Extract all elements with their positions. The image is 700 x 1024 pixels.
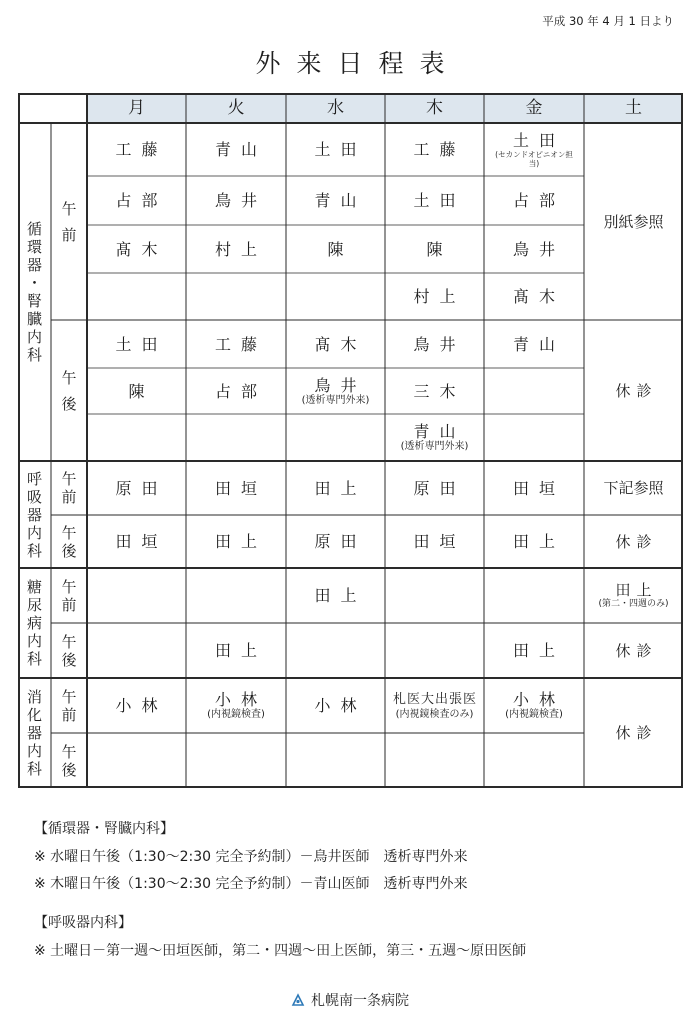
period-label-gastro-pm: 午 後 (61, 742, 77, 779)
doctor-name: 原田 (314, 532, 367, 551)
cardio-pm-r2-tue (186, 368, 286, 414)
doctor-name: 田垣 (214, 478, 267, 498)
resp-pm-thu (385, 515, 484, 568)
doctor-name: 土田 (314, 140, 367, 159)
cardio-am-r3-thu (385, 225, 484, 273)
endoscopy-note: (内視鏡検査) (505, 709, 563, 720)
doctor-name: 村上 (413, 287, 466, 306)
day-header-fri: 金 (525, 98, 543, 118)
resp-am-thu (385, 461, 484, 515)
diab-pm-fri (484, 623, 584, 678)
period-label-gastro-am: 午 前 (61, 687, 77, 724)
diab-pm-sat (584, 623, 683, 678)
resp-notes-heading: 【呼吸器内科】 (34, 915, 132, 931)
doctor-name: 髙木 (115, 239, 168, 259)
cardio-am-r4-thu (385, 273, 484, 320)
cardio-note-line: ※ 水曜日午後（1:30〜2:30 完全予約制）－鳥井医師 透析専門外来 (34, 849, 468, 865)
second-opinion-note: (セカンドオピニオン担当) (495, 150, 573, 168)
cardio-am-r2-mon (87, 176, 186, 225)
cardio-am-r3-mon (87, 225, 186, 273)
dept-label-diab: 糖 尿 病 内 科 (26, 578, 42, 668)
cardio-am-r1-tue (186, 123, 286, 176)
day-header-wed: 水 (327, 98, 344, 118)
resp-pm-sat (584, 515, 683, 568)
doctor-name: 陳 (327, 239, 354, 259)
day-header-tue: 火 (227, 98, 245, 118)
doctor-name: 原田 (115, 478, 168, 498)
cardio-pm-r2-thu (385, 368, 484, 414)
period-label-cardio-am: 午 前 (61, 199, 77, 244)
cardio-pm-r1-tue (186, 320, 286, 368)
doctor-name: 占部 (214, 381, 267, 401)
day-header-sat: 土 (625, 98, 642, 118)
cardio-pm-sat (584, 320, 683, 461)
doctor-name: 田上 (314, 478, 367, 498)
doctor-name: 工藤 (115, 140, 168, 159)
cardio-am-r1-mon (87, 123, 186, 176)
cardio-am-r1-wed (286, 123, 385, 176)
saturday-text: 休診 (615, 641, 658, 660)
dialysis-clinic-note: (透析専門外来) (301, 394, 370, 406)
period-label-resp-pm: 午 後 (61, 523, 77, 560)
doctor-name: 田上 (314, 586, 367, 605)
doctor-name: 青山 (314, 191, 367, 210)
resp-pm-tue (186, 515, 286, 568)
cardio-pm-r3-thu (385, 414, 484, 461)
diab-am-wed (286, 568, 385, 623)
period-label-resp-am: 午 前 (61, 470, 77, 506)
doctor-name: 田上 (512, 641, 565, 660)
cardio-am-r3-wed (286, 225, 385, 273)
cardio-note-line: ※ 木曜日午後（1:30〜2:30 完全予約制）－青山医師 透析専門外来 (34, 876, 468, 892)
page-title: 外来日程表 (255, 49, 461, 78)
resp-am-wed (286, 461, 385, 515)
doctor-name: 田上 (214, 532, 267, 551)
doctor-name: 三木 (413, 381, 466, 401)
doctor-name: 髙木 (314, 334, 367, 354)
resp-pm-wed (286, 515, 385, 568)
doctor-name: 田垣 (413, 532, 466, 551)
saturday-text: 田上 (615, 581, 658, 599)
doctor-name: 田垣 (115, 532, 168, 551)
saturday-text: 休診 (615, 724, 658, 742)
saturday-text: 下記参照 (603, 479, 664, 497)
doctor-name: 鳥井 (413, 334, 466, 354)
doctor-name: 陳 (426, 239, 453, 259)
resp-am-sat (584, 461, 683, 515)
doctor-name: 工藤 (413, 140, 466, 159)
dept-label-cardio: 循 環 器 ・ 腎 臓 内 科 (26, 220, 42, 364)
cardio-am-r2-thu (385, 176, 484, 225)
doctor-name: 札医大出張医 (392, 692, 477, 707)
cardio-am-r2-tue (186, 176, 286, 225)
cardio-am-sat (584, 123, 683, 320)
gastro-am-thu (385, 678, 484, 733)
doctor-name: 陳 (128, 381, 155, 401)
doctor-name: 田垣 (512, 478, 565, 498)
diab-pm-tue (186, 623, 286, 678)
cardio-am-r3-tue (186, 225, 286, 273)
gastro-am-tue (186, 678, 286, 733)
cardio-pm-r1-fri (484, 320, 584, 368)
saturday-text: 休診 (615, 532, 658, 551)
cardio-pm-r1-wed (286, 320, 385, 368)
doctor-name: 小林 (314, 696, 367, 715)
cardio-pm-r1-mon (87, 320, 186, 368)
doctor-name: 土田 (413, 191, 466, 210)
doctor-name: 髙木 (512, 287, 565, 306)
resp-am-fri (484, 461, 584, 515)
cardio-am-r1-thu (385, 123, 484, 176)
diab-am-sat (584, 568, 683, 623)
doctor-name: 土田 (115, 334, 168, 354)
doctor-name: 青山 (512, 334, 565, 354)
cardio-pm-r2-mon (87, 368, 186, 414)
saturday-text: 別紙参照 (603, 212, 664, 231)
cardio-am-r1-fri (484, 123, 584, 176)
doctor-name: 村上 (214, 239, 267, 259)
doctor-name: 青山 (214, 140, 267, 159)
resp-am-tue (186, 461, 286, 515)
doctor-name: 青山 (413, 422, 466, 441)
doctor-name: 工藤 (214, 334, 267, 354)
day-header-thu: 木 (426, 98, 443, 118)
dept-label-gastro: 消 化 器 内 科 (26, 688, 42, 778)
doctor-name: 鳥井 (512, 239, 565, 259)
resp-am-mon (87, 461, 186, 515)
resp-pm-mon (87, 515, 186, 568)
doctor-name: 小林 (214, 690, 267, 709)
cardio-am-r2-wed (286, 176, 385, 225)
hospital-name: 札幌南一条病院 (311, 993, 409, 1009)
doctor-name: 土田 (512, 131, 565, 150)
cardio-pm-r2-wed (286, 368, 385, 414)
doctor-name: 鳥井 (214, 191, 267, 210)
doctor-name: 原田 (413, 478, 466, 498)
doctor-name: 占部 (115, 191, 168, 210)
doctor-name: 占部 (512, 191, 565, 210)
doctor-name: 鳥井 (314, 375, 367, 395)
period-label-diab-pm: 午 後 (61, 632, 77, 669)
dept-label-resp: 呼 吸 器 内 科 (26, 469, 42, 560)
hospital-footer (0, 990, 700, 1010)
gastro-am-mon (87, 678, 186, 733)
effective-date: 平成 30 年 4 月 1 日より (542, 14, 674, 28)
doctor-name: 田上 (214, 641, 267, 660)
day-header-mon: 月 (128, 98, 145, 118)
cardio-am-r2-fri (484, 176, 584, 225)
gastro-am-fri (484, 678, 584, 733)
doctor-name: 小林 (512, 690, 565, 709)
doctor-name: 小林 (115, 696, 168, 715)
cardio-notes-heading: 【循環器・腎臓内科】 (34, 821, 174, 837)
gastro-sat (584, 678, 683, 788)
resp-note-line: ※ 土曜日－第一週〜田垣医師，第二・四週〜田上医師，第三・五週〜原田医師 (34, 943, 527, 959)
weeks-note: (第二・四週のみ) (598, 599, 669, 609)
gastro-am-wed (286, 678, 385, 733)
cardio-am-r3-fri (484, 225, 584, 273)
doctor-name: 田上 (512, 532, 565, 551)
endoscopy-note: (内視鏡検査) (207, 709, 265, 720)
cardio-pm-r1-thu (385, 320, 484, 368)
period-label-diab-am: 午 前 (61, 577, 77, 614)
dialysis-clinic-note: (透析専門外来) (400, 441, 469, 452)
cardio-am-r4-fri (484, 273, 584, 320)
saturday-text: 休診 (615, 381, 658, 400)
resp-pm-fri (484, 515, 584, 568)
hospital-logo-icon (291, 993, 305, 1007)
period-label-cardio-pm: 午 後 (61, 368, 77, 413)
endoscopy-only-note: (内視鏡検査のみ) (395, 709, 474, 720)
schedule-table (18, 93, 683, 788)
